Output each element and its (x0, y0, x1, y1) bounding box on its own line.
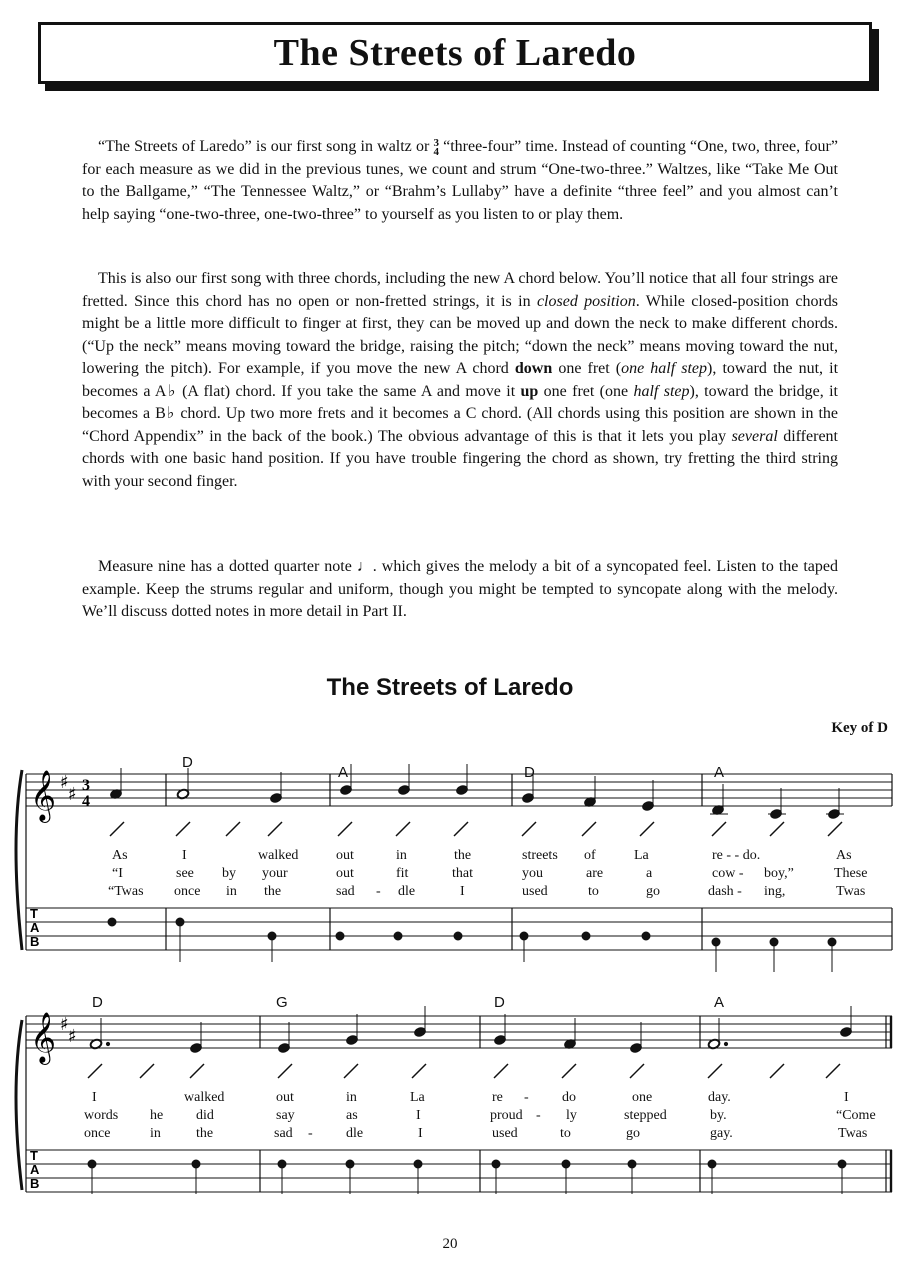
lyric: I (418, 1126, 423, 1141)
system-brace (16, 770, 22, 950)
lyric: ing, (764, 884, 786, 899)
lyric: - (536, 1108, 541, 1123)
lyric: boy,” (764, 866, 794, 881)
treble-clef-icon: 𝄞 (30, 1012, 57, 1063)
notes-system-1 (109, 764, 844, 820)
lyric: by (222, 866, 236, 881)
sharp-f-icon: ♯ (60, 1014, 69, 1035)
lyric: fit (396, 866, 409, 881)
lyric: out (336, 848, 354, 863)
music-system-2 (0, 980, 900, 1200)
lyric: dash - (708, 884, 742, 899)
lyric: used (492, 1126, 518, 1141)
chord-2-2: G (276, 994, 288, 1011)
lyric: in (396, 848, 407, 863)
lyric: say (276, 1108, 295, 1123)
paragraph-three-chords: This is also our first song with three chords, including the new A chord below. You’ll notice that all four strings are fretted. Since this chord has no open or non-fretted strings, it is in closed position. While closed-position chords might be a little more difficult to finger at first, they can be moved up and down the neck to make different chords. (“Up the neck” means moving toward the bridge, raising the pitch; “down the neck” means moving toward the nut, lowering the pitch). For example, if you move the new A chord down one fret (one half step), toward the nut, it becomes a A♭ (A flat) chord. If you take the same A and move it up one fret (one half step), toward the bridge, it becomes a B♭ chord. Up two more frets and it becomes a C chord. (All chords using this position are shown in the “Chord Appendix” in the back of the book.) The obvious advantage of this is that it lets you play several different chords with one basic hand position. If you have trouble fingering the chord as shown, try fretting the third string with your second finger. (82, 270, 839, 490)
lyric: are (586, 866, 604, 881)
lyric: - (308, 1126, 313, 1141)
chord-2-4: A (714, 994, 725, 1011)
chord-2-3: D (494, 994, 505, 1011)
chord-1-3: D (524, 764, 535, 781)
lyric: I (844, 1090, 849, 1105)
staff-2-graphics (0, 980, 900, 1200)
lyric: day. (708, 1090, 731, 1105)
tab-b: B (30, 1176, 40, 1191)
lyric: used (522, 884, 548, 899)
lyric: by. (710, 1108, 727, 1123)
lyric: stepped (624, 1108, 667, 1123)
lyric: dle (398, 884, 416, 899)
staff-1-graphics (0, 740, 900, 980)
tab-b: B (30, 934, 40, 949)
lyric: walked (184, 1090, 225, 1105)
lyric: dle (346, 1126, 364, 1141)
lyric: La (410, 1090, 425, 1105)
lyric: see (176, 866, 194, 881)
lyric: Twas (836, 884, 866, 899)
tab-a: A (30, 1162, 40, 1177)
sharp-c-icon: ♯ (68, 1026, 77, 1047)
lyric: As (836, 848, 852, 863)
time-sig-bottom: 4 (82, 793, 90, 810)
lyric: in (226, 884, 237, 899)
lyric: walked (258, 848, 299, 863)
lyric: I (460, 884, 465, 899)
lyric: the (264, 884, 282, 899)
lyric: you (522, 866, 543, 881)
song-title: The Streets of Laredo (326, 674, 574, 701)
lyric: as (346, 1108, 358, 1123)
lyric: I (182, 848, 187, 863)
tab-t: T (30, 1148, 38, 1163)
lyric: go (626, 1126, 640, 1141)
inline-time-signature: 3 4 (433, 137, 439, 158)
lyric: “Twas (108, 884, 144, 899)
page-title: The Streets of Laredo (273, 32, 637, 74)
lyric: cow - (712, 866, 744, 881)
lyric: a (646, 866, 653, 881)
treble-clef-icon: 𝄞 (30, 770, 57, 821)
lyric: he (150, 1108, 164, 1123)
strum-slashes-2 (88, 1064, 840, 1078)
sharp-c-icon: ♯ (68, 784, 77, 805)
lyric: re (492, 1090, 503, 1105)
lyric: “I (112, 866, 123, 881)
notes-system-2 (89, 1006, 852, 1054)
lyric: words (84, 1108, 119, 1123)
lyric: I (92, 1090, 97, 1105)
barlines (26, 1016, 891, 1192)
lyric: - (524, 1090, 529, 1105)
lyric: of (584, 848, 596, 863)
tab-lines (26, 1150, 892, 1192)
lyric: Twas (838, 1126, 868, 1141)
lyric: to (588, 884, 599, 899)
lyric: gay. (710, 1126, 733, 1141)
lyric: proud (490, 1108, 523, 1123)
lyric: ly (566, 1108, 577, 1123)
page-number: 20 (442, 1236, 458, 1252)
staff-lines (26, 1016, 892, 1048)
lyric: sad (274, 1126, 293, 1141)
chord-1-2: A (338, 764, 349, 781)
lyric: As (112, 848, 128, 863)
lyric: in (346, 1090, 357, 1105)
lyric: once (84, 1126, 111, 1141)
lyric: the (196, 1126, 214, 1141)
paragraph-waltz-time: “The Streets of Laredo” is our first song in waltz or 3 4 “three-four” time. Instead of counting “One, two, three, four” for each measure as we did in the previous tunes, we count and strum “One-two-three.” Waltzes, like “Take Me Out to the Ballgame,” “The Tennessee Waltz,” or “Brahm’s Lullaby” have a definite “three feel” and you almost can’t help saying “one-two-three, one-two-three” to yourself as you listen to or play them. (82, 137, 838, 223)
lyric: go (646, 884, 660, 899)
lyric: These (834, 866, 868, 881)
title-box (38, 22, 872, 84)
lyric: streets (522, 848, 558, 863)
tab-notes-1 (108, 918, 836, 972)
time-sig-top: 3 (82, 777, 90, 794)
music-system-1 (0, 740, 900, 980)
lyric: your (262, 866, 288, 881)
lyric: sad (336, 884, 355, 899)
dotted-quarter-note-icon: ♩. (356, 558, 377, 575)
sharp-f-icon: ♯ (60, 772, 69, 793)
lyric: La (634, 848, 649, 863)
key-label: Key of D (831, 720, 888, 736)
lyric: I (416, 1108, 421, 1123)
chord-2-1: D (92, 994, 103, 1011)
chord-1-1: D (182, 754, 193, 771)
lyric: out (276, 1090, 294, 1105)
lyric: re - - do. (712, 848, 761, 863)
lyric: do (562, 1090, 576, 1105)
lyric: once (174, 884, 201, 899)
system-brace (16, 1020, 22, 1190)
tab-notes-2 (88, 1160, 846, 1194)
lyric: one (632, 1090, 653, 1105)
lyric: in (150, 1126, 161, 1141)
tab-t: T (30, 906, 38, 921)
lyric: “Come (836, 1108, 876, 1123)
tab-lines (26, 908, 892, 950)
lyric: to (560, 1126, 571, 1141)
lyric: the (454, 848, 472, 863)
lyric: - (376, 884, 381, 899)
tab-a: A (30, 920, 40, 935)
lyric: out (336, 866, 354, 881)
strum-slashes-1 (110, 822, 842, 836)
paragraph-dotted-note: Measure nine has a dotted quarter note ♩. which gives the melody a bit of a syncopated feel. Listen to the taped example. Keep the strums regular and uniform, though you might be tempted to syncopate along with the melody. We’ll discuss dotted notes in more detail in Part II. (82, 558, 838, 620)
lyric: did (196, 1108, 214, 1123)
lyric: that (452, 866, 473, 881)
chord-1-4: A (714, 764, 725, 781)
